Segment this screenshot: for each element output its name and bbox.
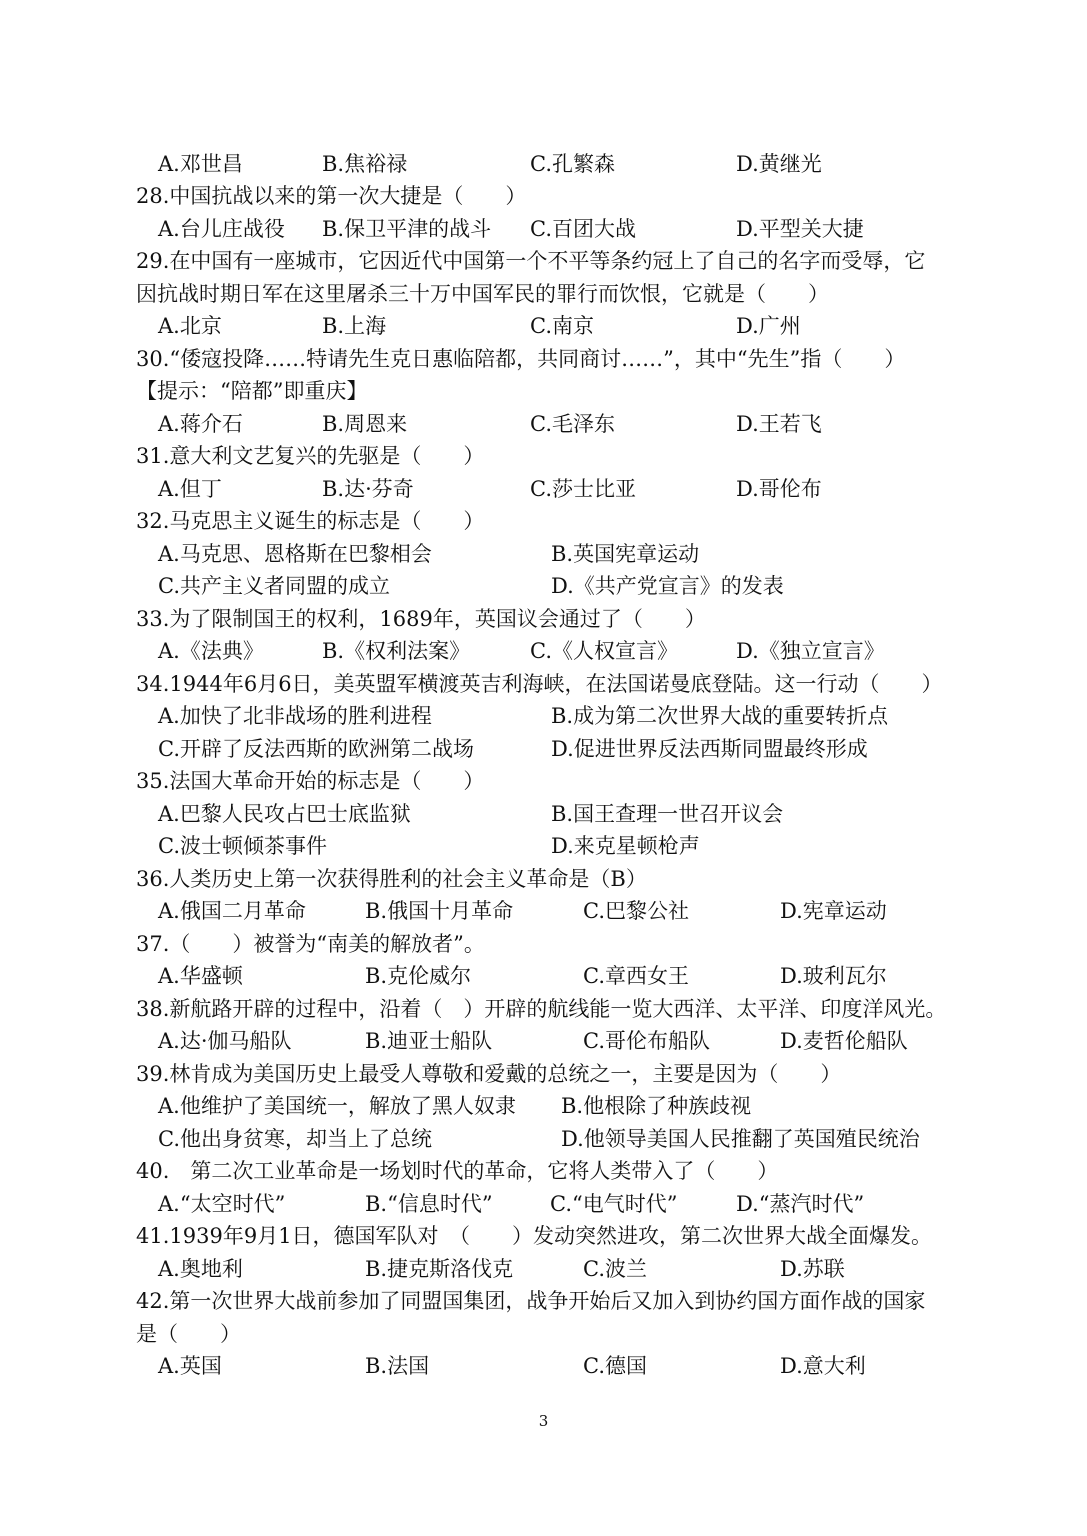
option-a: A.奥地利 <box>158 1257 243 1281</box>
q36-stem: 36.人类历史上第一次获得胜利的社会主义革命是（B） <box>136 867 647 891</box>
option-a: A.加快了北非战场的胜利进程 <box>158 704 432 728</box>
option-c: C.《人权宣言》 <box>530 639 678 663</box>
page-number: 3 <box>538 1412 549 1430</box>
option-a: A.华盛顿 <box>158 964 243 988</box>
option-c: C.毛泽东 <box>530 412 615 436</box>
option-a: A.达·伽马船队 <box>158 1029 292 1053</box>
option-b: B.焦裕禄 <box>322 152 408 176</box>
q29-stem-line1: 29.在中国有一座城市，它因近代中国第一个不平等条约冠上了自己的名字而受辱，它 <box>136 249 926 273</box>
q39-stem: 39.林肯成为美国历史上最受人尊敬和爱戴的总统之一，主要是因为（ ） <box>136 1062 842 1086</box>
option-d: D.《独立宣言》 <box>736 639 885 663</box>
option-b: B.周恩来 <box>322 412 408 436</box>
option-b: B.法国 <box>365 1354 430 1378</box>
option-c: C.波兰 <box>583 1257 647 1281</box>
q38-stem: 38.新航路开辟的过程中，沿着（ ）开辟的航线能一览大西洋、太平洋、印度洋风光。 <box>136 997 947 1021</box>
option-a: A.北京 <box>158 314 222 338</box>
option-c: C.“电气时代” <box>550 1192 678 1216</box>
option-c: C.哥伦布船队 <box>583 1029 710 1053</box>
option-a: A.他维护了美国统一，解放了黑人奴隶 <box>158 1094 516 1118</box>
option-b: B.捷克斯洛伐克 <box>365 1257 514 1281</box>
option-a: A.但丁 <box>158 477 222 501</box>
q33-stem: 33.为了限制国王的权利，1689年，英国议会通过了（ ） <box>136 607 706 631</box>
option-c: C.巴黎公社 <box>583 899 689 923</box>
option-c: C.百团大战 <box>530 217 636 241</box>
q30-stem-line1: 30.“倭寇投降……特请先生克日惠临陪都，共同商讨……”，其中“先生”指（ ） <box>136 347 906 371</box>
q31-stem: 31.意大利文艺复兴的先驱是（ ） <box>136 444 485 468</box>
q28-stem: 28.中国抗战以来的第一次大捷是（ ） <box>136 184 527 208</box>
option-d: D.黄继光 <box>736 152 822 176</box>
option-b: B.英国宪章运动 <box>551 542 700 566</box>
q42-stem-line2: 是（ ） <box>136 1322 241 1346</box>
option-c: C.南京 <box>530 314 594 338</box>
option-a: A.英国 <box>158 1354 222 1378</box>
option-d: D.哥伦布 <box>736 477 822 501</box>
q32-stem: 32.马克思主义诞生的标志是（ ） <box>136 509 485 533</box>
option-c: C.共产主义者同盟的成立 <box>158 574 390 598</box>
option-b: B.克伦威尔 <box>365 964 472 988</box>
option-b: B.上海 <box>322 314 387 338</box>
option-a: A.马克思、恩格斯在巴黎相会 <box>158 542 432 566</box>
option-d: D.麦哲伦船队 <box>780 1029 908 1053</box>
option-d: D.促进世界反法西斯同盟最终形成 <box>551 737 868 761</box>
option-a: A.巴黎人民攻占巴士底监狱 <box>158 802 411 826</box>
option-b: B.“信息时代” <box>365 1192 493 1216</box>
q35-stem: 35.法国大革命开始的标志是（ ） <box>136 769 485 793</box>
option-a: A.蒋介石 <box>158 412 243 436</box>
option-c: C.莎士比亚 <box>530 477 636 501</box>
option-d: D.平型关大捷 <box>736 217 864 241</box>
q29-stem-line2: 因抗战时期日军在这里屠杀三十万中国军民的罪行而饮恨，它就是（ ） <box>136 282 829 306</box>
option-b: B.保卫平津的战斗 <box>322 217 492 241</box>
option-d: D.广州 <box>736 314 801 338</box>
option-b: B.他根除了种族歧视 <box>561 1094 752 1118</box>
option-b: B.俄国十月革命 <box>365 899 514 923</box>
option-d: D.宪章运动 <box>780 899 887 923</box>
option-b: B.《权利法案》 <box>322 639 471 663</box>
option-a: A.俄国二月革命 <box>158 899 306 923</box>
q34-stem: 34.1944年6月6日，美英盟军横渡英吉利海峡，在法国诺曼底登陆。这一行动（ ） <box>136 672 943 696</box>
option-d: D.他领导美国人民推翻了英国殖民统治 <box>561 1127 920 1151</box>
option-d: D.意大利 <box>780 1354 866 1378</box>
option-c: C.德国 <box>583 1354 647 1378</box>
option-c: C.开辟了反法西斯的欧洲第二战场 <box>158 737 474 761</box>
option-d: D.来克星顿枪声 <box>551 834 700 858</box>
option-d: D.玻利瓦尔 <box>780 964 887 988</box>
option-c: C.章西女王 <box>583 964 689 988</box>
option-a: A.邓世昌 <box>158 152 243 176</box>
option-d: D.“蒸汽时代” <box>736 1192 865 1216</box>
option-a: A.《法典》 <box>158 639 264 663</box>
option-b: B.国王查理一世召开议会 <box>551 802 784 826</box>
option-b: B.迪亚士船队 <box>365 1029 493 1053</box>
option-c: C.他出身贫寒，却当上了总统 <box>158 1127 432 1151</box>
option-d: D.《共产党宣言》的发表 <box>551 574 784 598</box>
option-a: A.“太空时代” <box>158 1192 286 1216</box>
option-d: D.苏联 <box>780 1257 845 1281</box>
option-c: C.波士顿倾茶事件 <box>158 834 327 858</box>
option-b: B.成为第二次世界大战的重要转折点 <box>551 704 889 728</box>
option-d: D.王若飞 <box>736 412 822 436</box>
option-b: B.达·芬奇 <box>322 477 414 501</box>
q37-stem: 37.（ ）被誉为“南美的解放者”。 <box>136 932 485 956</box>
q30-hint: 【提示：“陪都”即重庆】 <box>136 379 368 403</box>
q42-stem-line1: 42.第一次世界大战前参加了同盟国集团，战争开始后又加入到协约国方面作战的国家 <box>136 1289 926 1313</box>
q41-stem: 41.1939年9月1日，德国军队对 （ ）发动突然进攻，第二次世界大战全面爆发。 <box>136 1224 933 1248</box>
option-a: A.台儿庄战役 <box>158 217 285 241</box>
option-c: C.孔繁森 <box>530 152 615 176</box>
q40-stem: 40. 第二次工业革命是一场划时代的革命，它将人类带入了（ ） <box>136 1159 779 1183</box>
